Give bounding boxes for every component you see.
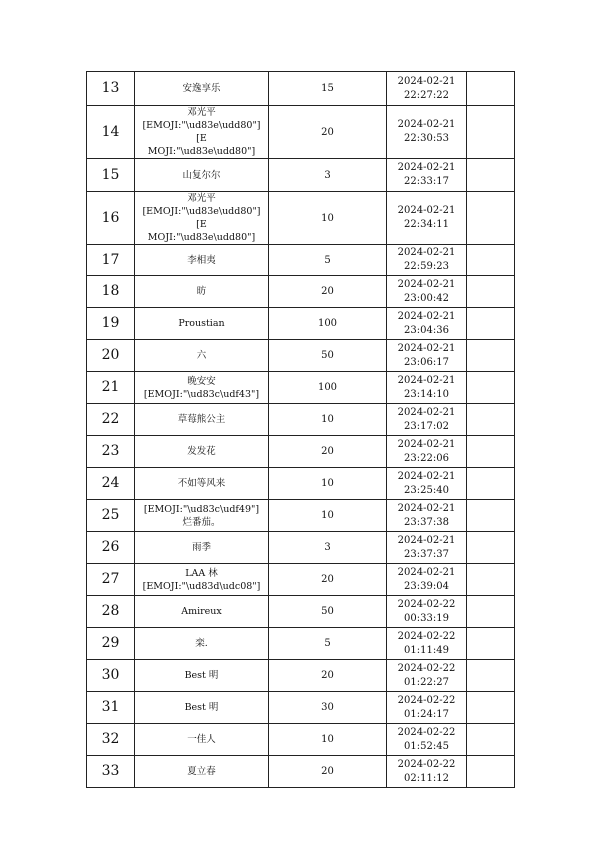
- donor-name: [135, 500, 269, 532]
- donor-name: [135, 106, 269, 159]
- date-text: 2024-02-21: [397, 502, 456, 514]
- remarks-cell: [467, 468, 515, 500]
- amount-cell: 3: [269, 159, 387, 192]
- row-number: 23: [87, 436, 135, 468]
- row-number: 16: [87, 192, 135, 245]
- date-text: 2024-02-21: [397, 162, 456, 173]
- date-text: 2024-02-22: [397, 726, 456, 738]
- amount-cell: 100: [269, 372, 387, 404]
- donor-name-line: Proustian: [178, 318, 225, 329]
- time-text: 23:00:42: [404, 292, 449, 304]
- time-text: 01:22:27: [404, 676, 449, 688]
- row-number: 17: [87, 245, 135, 276]
- date-text: 2024-02-21: [397, 205, 456, 216]
- donor-name: [135, 72, 269, 106]
- date-text: 2024-02-21: [397, 438, 456, 450]
- donor-name-line: LAA 林: [185, 567, 218, 579]
- remarks-cell: [467, 72, 515, 106]
- datetime-cell: [387, 628, 467, 660]
- donor-name: [135, 340, 269, 372]
- row-number: 25: [87, 500, 135, 532]
- donor-name-line: 昉: [196, 286, 207, 297]
- datetime-cell: [387, 660, 467, 692]
- donor-name-line: Best 明: [184, 702, 219, 713]
- row-number: 13: [87, 72, 135, 106]
- donor-name-line: 雨季: [191, 542, 211, 553]
- donor-name-line: 发发花: [187, 446, 216, 457]
- row-number: 19: [87, 308, 135, 340]
- donor-name: [135, 628, 269, 660]
- time-text: 22:33:17: [404, 176, 449, 187]
- table-row: [87, 72, 515, 106]
- table-row: [87, 564, 515, 596]
- remarks-cell: [467, 500, 515, 532]
- table-row: [87, 532, 515, 564]
- donor-name: [135, 532, 269, 564]
- row-number: 14: [87, 106, 135, 159]
- donor-name: [135, 404, 269, 436]
- date-text: 2024-02-21: [397, 470, 456, 482]
- remarks-cell: [467, 106, 515, 159]
- amount-cell: 20: [269, 436, 387, 468]
- donor-name: [135, 660, 269, 692]
- donor-name-line: [EMOJI:"\ud83c\udf49"]: [143, 503, 260, 515]
- donor-name: [135, 596, 269, 628]
- table-row: [87, 596, 515, 628]
- remarks-cell: [467, 660, 515, 692]
- donor-name: [135, 468, 269, 500]
- time-text: 23:17:02: [404, 420, 449, 432]
- remarks-cell: [467, 596, 515, 628]
- remarks-cell: [467, 308, 515, 340]
- remarks-cell: [467, 404, 515, 436]
- amount-cell: 10: [269, 468, 387, 500]
- date-text: 2024-02-21: [397, 119, 456, 130]
- datetime-cell: [387, 436, 467, 468]
- table-row: [87, 436, 515, 468]
- donor-name-line: Amireux: [181, 606, 222, 617]
- datetime-cell: [387, 245, 467, 276]
- donor-name: [135, 372, 269, 404]
- amount-cell: 30: [269, 692, 387, 724]
- table-row: [87, 724, 515, 756]
- datetime-cell: [387, 596, 467, 628]
- donor-name-line: 邓光平: [187, 107, 216, 118]
- remarks-cell: [467, 628, 515, 660]
- table-row: [87, 276, 515, 308]
- donor-name-line: Best 明: [184, 670, 219, 681]
- donor-name-line: [EMOJI:"\ud83c\udf43"]: [143, 388, 260, 400]
- table-row: [87, 628, 515, 660]
- row-number: 26: [87, 532, 135, 564]
- donor-name-line: 不如等风来: [177, 478, 226, 489]
- remarks-cell: [467, 159, 515, 192]
- date-text: 2024-02-21: [397, 310, 456, 322]
- table-row: [87, 159, 515, 192]
- time-text: 22:30:53: [404, 133, 449, 144]
- time-text: 23:04:36: [404, 324, 449, 336]
- datetime-cell: [387, 308, 467, 340]
- remarks-cell: [467, 756, 515, 788]
- date-text: 2024-02-22: [397, 758, 456, 770]
- date-text: 2024-02-21: [397, 406, 456, 418]
- date-text: 2024-02-22: [397, 662, 456, 674]
- donor-name: [135, 308, 269, 340]
- time-text: 23:37:38: [404, 516, 449, 528]
- table-row: [87, 340, 515, 372]
- amount-cell: 3: [269, 532, 387, 564]
- date-text: 2024-02-21: [397, 374, 456, 386]
- date-text: 2024-02-22: [397, 598, 456, 610]
- row-number: 28: [87, 596, 135, 628]
- row-number: 18: [87, 276, 135, 308]
- amount-cell: 20: [269, 106, 387, 159]
- amount-cell: 15: [269, 72, 387, 106]
- remarks-cell: [467, 276, 515, 308]
- amount-cell: 20: [269, 756, 387, 788]
- row-number: 31: [87, 692, 135, 724]
- datetime-cell: [387, 500, 467, 532]
- donor-name-line: 安逸享乐: [182, 83, 221, 94]
- time-text: 23:06:17: [404, 356, 449, 368]
- datetime-cell: [387, 468, 467, 500]
- donor-name: [135, 192, 269, 245]
- donor-name-line: 邓光平: [187, 193, 216, 204]
- remarks-cell: [467, 692, 515, 724]
- amount-cell: 10: [269, 500, 387, 532]
- time-text: 23:37:37: [404, 548, 449, 560]
- remarks-cell: [467, 532, 515, 564]
- date-text: 2024-02-22: [397, 694, 456, 706]
- table-row: [87, 404, 515, 436]
- datetime-cell: [387, 532, 467, 564]
- datetime-cell: [387, 72, 467, 106]
- donor-name-line: MOJI:"\ud83e\udd80"]: [147, 146, 256, 157]
- remarks-cell: [467, 564, 515, 596]
- date-text: 2024-02-21: [397, 342, 456, 354]
- table-row: [87, 192, 515, 245]
- donor-name-line: 六: [196, 350, 207, 361]
- amount-cell: 10: [269, 404, 387, 436]
- time-text: 02:11:12: [404, 772, 449, 784]
- amount-cell: 20: [269, 660, 387, 692]
- donor-name-line: 草莓熊公主: [177, 414, 226, 425]
- amount-cell: 5: [269, 245, 387, 276]
- row-number: 27: [87, 564, 135, 596]
- time-text: 01:52:45: [404, 740, 449, 752]
- table-row: [87, 468, 515, 500]
- date-text: 2024-02-21: [397, 75, 456, 87]
- amount-cell: 50: [269, 340, 387, 372]
- donor-name-line: 栾.: [195, 638, 208, 649]
- date-text: 2024-02-21: [397, 534, 456, 546]
- donor-name-line: 一佳人: [187, 734, 216, 745]
- table-row: [87, 660, 515, 692]
- date-text: 2024-02-21: [397, 247, 456, 258]
- row-number: 15: [87, 159, 135, 192]
- time-text: 22:34:11: [404, 219, 449, 230]
- row-number: 33: [87, 756, 135, 788]
- amount-cell: 10: [269, 192, 387, 245]
- time-text: 01:11:49: [404, 644, 449, 656]
- datetime-cell: [387, 692, 467, 724]
- donor-name-line: 夏立春: [187, 766, 216, 777]
- remarks-cell: [467, 340, 515, 372]
- donor-name: [135, 564, 269, 596]
- datetime-cell: [387, 564, 467, 596]
- donor-name: [135, 276, 269, 308]
- datetime-cell: [387, 192, 467, 245]
- row-number: 29: [87, 628, 135, 660]
- date-text: 2024-02-21: [397, 278, 456, 290]
- time-text: 01:24:17: [404, 708, 449, 720]
- table-row: [87, 308, 515, 340]
- time-text: 23:22:06: [404, 452, 449, 464]
- amount-cell: 5: [269, 628, 387, 660]
- table-body: [87, 72, 515, 788]
- time-text: 23:14:10: [404, 388, 449, 400]
- date-text: 2024-02-22: [397, 630, 456, 642]
- donor-name-line: [EMOJI:"\ud83d\udc08"]: [142, 580, 261, 592]
- table-row: [87, 756, 515, 788]
- row-number: 30: [87, 660, 135, 692]
- table-row: [87, 372, 515, 404]
- time-text: 00:33:19: [404, 612, 449, 624]
- amount-cell: 50: [269, 596, 387, 628]
- remarks-cell: [467, 192, 515, 245]
- amount-cell: 100: [269, 308, 387, 340]
- remarks-cell: [467, 245, 515, 276]
- time-text: 22:59:23: [404, 261, 449, 272]
- donor-name-line: 山复尔尔: [182, 169, 221, 181]
- datetime-cell: [387, 276, 467, 308]
- datetime-cell: [387, 372, 467, 404]
- donor-name-line: 李相夷: [187, 254, 216, 266]
- amount-cell: 20: [269, 276, 387, 308]
- row-number: 24: [87, 468, 135, 500]
- donor-name-line: [EMOJI:"\ud83e\udd80"][E: [142, 206, 261, 230]
- remarks-cell: [467, 724, 515, 756]
- row-number: 32: [87, 724, 135, 756]
- row-number: 21: [87, 372, 135, 404]
- row-number: 22: [87, 404, 135, 436]
- donor-name: [135, 436, 269, 468]
- table-row: [87, 245, 515, 276]
- table-row: [87, 500, 515, 532]
- datetime-cell: [387, 404, 467, 436]
- table-row: [87, 692, 515, 724]
- amount-cell: 20: [269, 564, 387, 596]
- datetime-cell: [387, 159, 467, 192]
- donor-name: [135, 756, 269, 788]
- row-number: 20: [87, 340, 135, 372]
- table-row: [87, 106, 515, 159]
- donor-name: [135, 245, 269, 276]
- donor-name: [135, 724, 269, 756]
- donor-name-line: 烂番茄。: [182, 516, 221, 528]
- datetime-cell: [387, 106, 467, 159]
- donor-name-line: 晚安安: [187, 375, 216, 387]
- datetime-cell: [387, 756, 467, 788]
- date-text: 2024-02-21: [397, 566, 456, 578]
- donation-table: [86, 71, 515, 788]
- datetime-cell: [387, 340, 467, 372]
- donor-name: [135, 692, 269, 724]
- donor-name: [135, 159, 269, 192]
- datetime-cell: [387, 724, 467, 756]
- remarks-cell: [467, 372, 515, 404]
- donor-name-line: MOJI:"\ud83e\udd80"]: [147, 232, 256, 243]
- remarks-cell: [467, 436, 515, 468]
- donor-name-line: [EMOJI:"\ud83e\udd80"][E: [142, 120, 261, 144]
- time-text: 23:39:04: [404, 580, 449, 592]
- time-text: 23:25:40: [404, 484, 449, 496]
- time-text: 22:27:22: [404, 89, 449, 101]
- amount-cell: 10: [269, 724, 387, 756]
